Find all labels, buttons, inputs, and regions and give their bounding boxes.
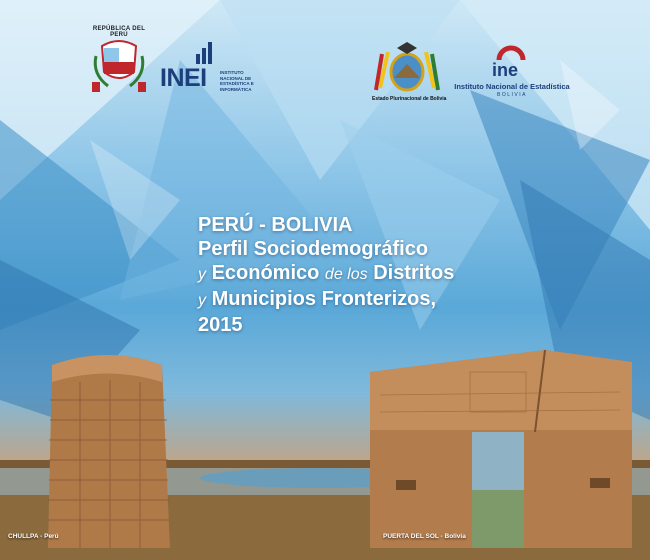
caption-chullpa: CHULLPA - Perú <box>8 533 59 540</box>
inei-wordmark: INEI <box>160 64 207 92</box>
title-word: Municipios Fronterizos, <box>211 288 437 310</box>
caption-puerta-del-sol: PUERTA DEL SOL - Bolivia <box>383 533 466 540</box>
bolivia-coat-of-arms-icon <box>372 40 442 96</box>
title-year: 2015 <box>198 314 243 336</box>
title-connector: y <box>198 266 206 283</box>
ine-arc-icon <box>496 38 526 62</box>
peru-logo-text: REPÚBLICA DEL PERÚ <box>92 26 146 38</box>
title-line-1: PERÚ - BOLIVIA <box>198 214 353 236</box>
peru-coat-of-arms-icon <box>88 26 150 96</box>
ine-full-name: Instituto Nacional de Estadística <box>454 82 570 91</box>
ine-wordmark: ine <box>492 60 519 80</box>
bolivia-state-logo <box>372 40 447 105</box>
title-connector: de los <box>324 266 368 283</box>
ine-bolivia-logo <box>452 38 572 106</box>
title-line-2: Perfil Sociodemográfico <box>198 238 429 260</box>
inei-sub-line: ESTADÍSTICA E <box>220 81 254 86</box>
cover-title <box>198 213 454 337</box>
inei-sub-line: INFORMÁTICA <box>220 86 252 92</box>
peru-republic-logo <box>88 26 150 96</box>
inei-bars-icon <box>194 40 214 64</box>
inei-subtitle <box>220 70 260 92</box>
chullpa-tower <box>48 355 170 548</box>
title-line-4 <box>198 287 454 313</box>
title-line-3 <box>198 261 454 287</box>
bolivia-state-caption: Estado Plurinacional de Bolivia <box>372 96 447 102</box>
puerta-del-sol-gate <box>370 350 632 548</box>
inei-sub-line: NACIONAL DE <box>220 75 252 81</box>
inei-sub-line: INSTITUTO <box>220 70 244 75</box>
title-word: Económico <box>211 262 320 284</box>
title-connector: y <box>198 292 206 309</box>
title-word: Distritos <box>373 262 455 284</box>
ine-country: BOLIVIA <box>497 92 527 98</box>
inei-logo <box>160 40 260 95</box>
